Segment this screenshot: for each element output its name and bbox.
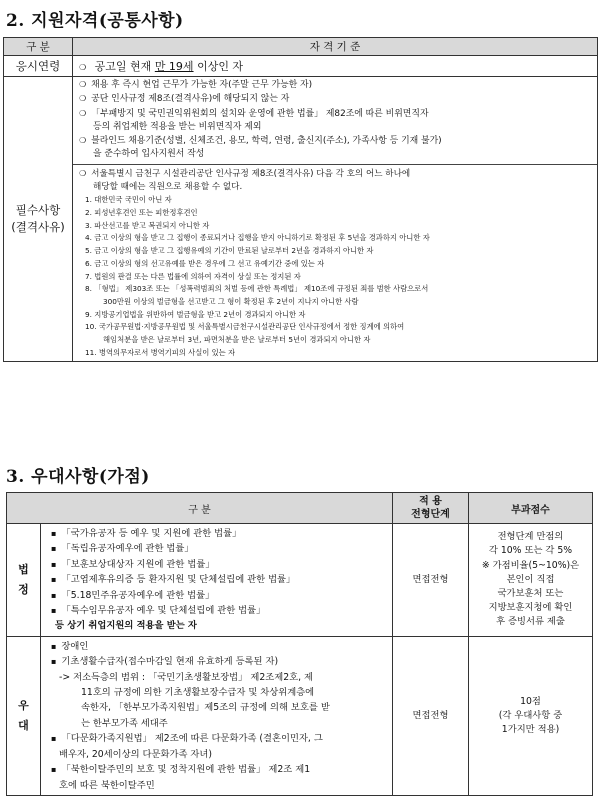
hollow-circle-icon: ❍ (79, 108, 87, 118)
list-item-cont: -> 저소득층의 범위 : 「국민기초생활보장법」 제2조제2호, 제 (59, 671, 313, 683)
preference-score: 10점 (각 우대사항 중 1가지만 적용) (469, 636, 593, 795)
legal-label: 법 정 (7, 524, 41, 637)
disq-item: 10. 국가공무원법·지방공무원법 및 서울특별시금천구시설관리공단 인사규정에서 정한 징계에 의하여 (85, 322, 405, 332)
qualification-table (3, 37, 598, 362)
list-item: ❍ 공단 인사규정 제8조(결격사유)에 해당되지 않는 자 (79, 94, 290, 105)
disq-item: 1. 대한민국 국민이 아닌 자 (85, 195, 172, 205)
header-category: 구 분 (4, 38, 73, 56)
legal-criteria (41, 524, 393, 637)
disq-item: 5. 금고 이상의 형을 받고 그 집행유예의 기간이 만료된 날로부터 2년을 경과하지 아니한 자 (85, 246, 374, 256)
legal-score: 전형단계 만점의 각 10% 또는 각 5% ※ 가점비율(5~10%)은 본인이 직접 국가보훈처 또는 지방보훈지청에 확인 후 증빙서류 제출 (469, 524, 593, 637)
list-item: ▪ 「보훈보상대상자 지원에 관한 법률」 (51, 558, 215, 570)
preference-table (6, 492, 593, 796)
list-item-cont: 배우자, 20세이상의 다문화가족 자녀) (59, 748, 213, 760)
age-criteria: ❍ 공고일 현재 만 19세 이상인 자 (73, 56, 598, 77)
hollow-circle-icon: ❍ (79, 136, 87, 146)
legal-stage: 면접전형 (393, 524, 469, 637)
list-item-cont: 속한자, 「한부모가족지원법」제5조의 규정에 의해 보호를 받 (81, 702, 330, 714)
table-header-row (7, 493, 593, 524)
bullet-icon: ▪ (51, 641, 57, 651)
header-stage: 적 용 전형단계 (393, 493, 469, 524)
hollow-circle-icon: ❍ (79, 168, 87, 178)
list-item-cont: 호에 따른 북한이탈주민 (59, 779, 155, 791)
list-item: ▪ 「특수임무유공자 예우 및 단체설립에 관한 법률」 (51, 605, 266, 617)
list-item-cont: 등의 취업제한 적용을 받는 비위면직자 제외 (93, 121, 262, 132)
list-item: ▪ 「5.18민주유공자예우에 관한 법률」 (51, 589, 215, 601)
list-item: ❍ 「부패방지 및 국민권익위원회의 설치와 운영에 관한 법률」 제82조에 따른 비위면직자 (79, 108, 429, 119)
list-item: ❍ 채용 후 즉시 현업 근무가 가능한 자(주말 근무 가능한 자) (79, 80, 313, 90)
age-label: 응시연령 (4, 56, 73, 77)
hollow-circle-icon: ❍ (79, 80, 87, 89)
list-item: ▪ 「고엽제후유의증 등 환자지원 및 단체설립에 관한 법률」 (51, 574, 296, 586)
disq-item: 6. 금고 이상의 형의 선고유예를 받은 경우에 그 선고 유예기간 중에 있는 자 (85, 258, 325, 268)
bullet-icon: ▪ (51, 559, 57, 569)
disqualification-block (73, 164, 597, 360)
required-criteria (73, 77, 598, 362)
bullet-icon: ▪ (51, 657, 57, 667)
disq-item: 4. 금고 이상의 형을 받고 그 집행이 종료되거나 집행을 받지 아니하기로 확정된 후 5년을 경과하지 아니한 자 (85, 233, 430, 243)
disq-item: 8. 「형법」 제303조 또는 「성폭력범죄의 처벌 등에 관한 특례법」 제10조에 규정된 죄를 범한 사람으로서 (85, 284, 429, 294)
list-item: ▪ 장애인 (51, 640, 89, 652)
disq-intro-cont: 해당할 때에는 직원으로 채용할 수 없다. (93, 182, 243, 193)
list-item: ▪ 「독립유공자예우에 관한 법률」 (51, 543, 194, 555)
list-item: ❍ 블라인드 채용기준(성별, 신체조건, 용모, 학력, 연령, 출신지(주소), 가족사항 등 기재 불가) (79, 136, 442, 147)
list-item: ▪ 「국가유공자 등 예우 및 지원에 관한 법률」 (51, 528, 242, 539)
age-limit: 만 19세 (154, 60, 194, 73)
bullet-icon: ▪ (51, 575, 57, 585)
bullet-icon: ▪ (51, 590, 57, 600)
header-category: 구 분 (7, 493, 393, 524)
section-title-preferences: 3. 우대사항(가점) (6, 467, 150, 487)
preference-row (7, 636, 593, 795)
section-title-qualifications: 2. 지원자격(공통사항) (6, 11, 184, 31)
hollow-circle-icon: ❍ (79, 94, 87, 104)
list-item: ▪ 「다문화가족지원법」 제2조에 따른 다문화가족 (결혼이민자, 그 (51, 733, 323, 745)
bullet-icon: ▪ (51, 544, 57, 554)
list-item: ▪ 「북한이탈주민의 보호 및 정착지원에 관한 법률」 제2조 제1 (51, 764, 311, 776)
disq-item: 3. 파산선고를 받고 복권되지 아니한 자 (85, 220, 210, 230)
list-item-cont: 을 준수하여 입사지원서 작성 (93, 149, 205, 160)
disq-item: 11. 병역의무자로서 병역기피의 사실이 있는 자 (85, 347, 236, 357)
list-item-cont: 11호의 규정에 의한 기초생활보장수급자 및 차상위계층에 (81, 687, 315, 699)
list-item-cont: 는 한부모가족 세대주 (81, 717, 168, 729)
bullet-icon: ▪ (51, 606, 57, 616)
header-score: 부과점수 (469, 493, 593, 524)
table-header-row (4, 38, 598, 56)
age-row (4, 56, 598, 77)
preference-criteria (41, 636, 393, 795)
bullet-icon: ▪ (51, 734, 57, 744)
disq-item: 9. 지방공기업법을 위반하여 벌금형을 받고 2년이 경과되지 아니한 자 (85, 309, 306, 319)
disq-item-cont: 해임처분을 받은 날로부터 3년, 파면처분을 받은 날로부터 5년이 경과되지 아니한 자 (103, 335, 371, 345)
hollow-circle-icon: ❍ (79, 63, 87, 72)
preference-stage: 면접전형 (393, 636, 469, 795)
disq-item: 2. 피성년후견인 또는 피한정후견인 (85, 208, 198, 218)
disq-item-cont: 300만원 이상의 벌금형을 선고받고 그 형이 확정된 후 2년이 지나지 아니한 사람 (103, 297, 359, 306)
bullet-icon: ▪ (51, 765, 57, 775)
required-label: 필수사항 (결격사유) (4, 77, 73, 362)
disq-intro: ❍ 서울특별시 금천구 시설관리공단 인사규정 제8조(결격사유) 다음 각 호의 어느 하나에 (79, 168, 411, 179)
preference-label: 우 대 (7, 636, 41, 795)
legal-summary: 등 상기 취업지원의 적용을 받는 자 (55, 620, 197, 632)
disq-item: 7. 법원의 판결 또는 다른 법률에 의하여 자격이 상실 또는 정지된 자 (85, 271, 301, 281)
legal-row (7, 524, 593, 637)
required-row (4, 77, 598, 362)
header-criteria: 자 격 기 준 (73, 38, 598, 56)
list-item: ▪ 기초생활수급자(접수마감일 현재 유효하게 등록된 자) (51, 656, 279, 668)
bullet-icon: ▪ (51, 529, 57, 538)
